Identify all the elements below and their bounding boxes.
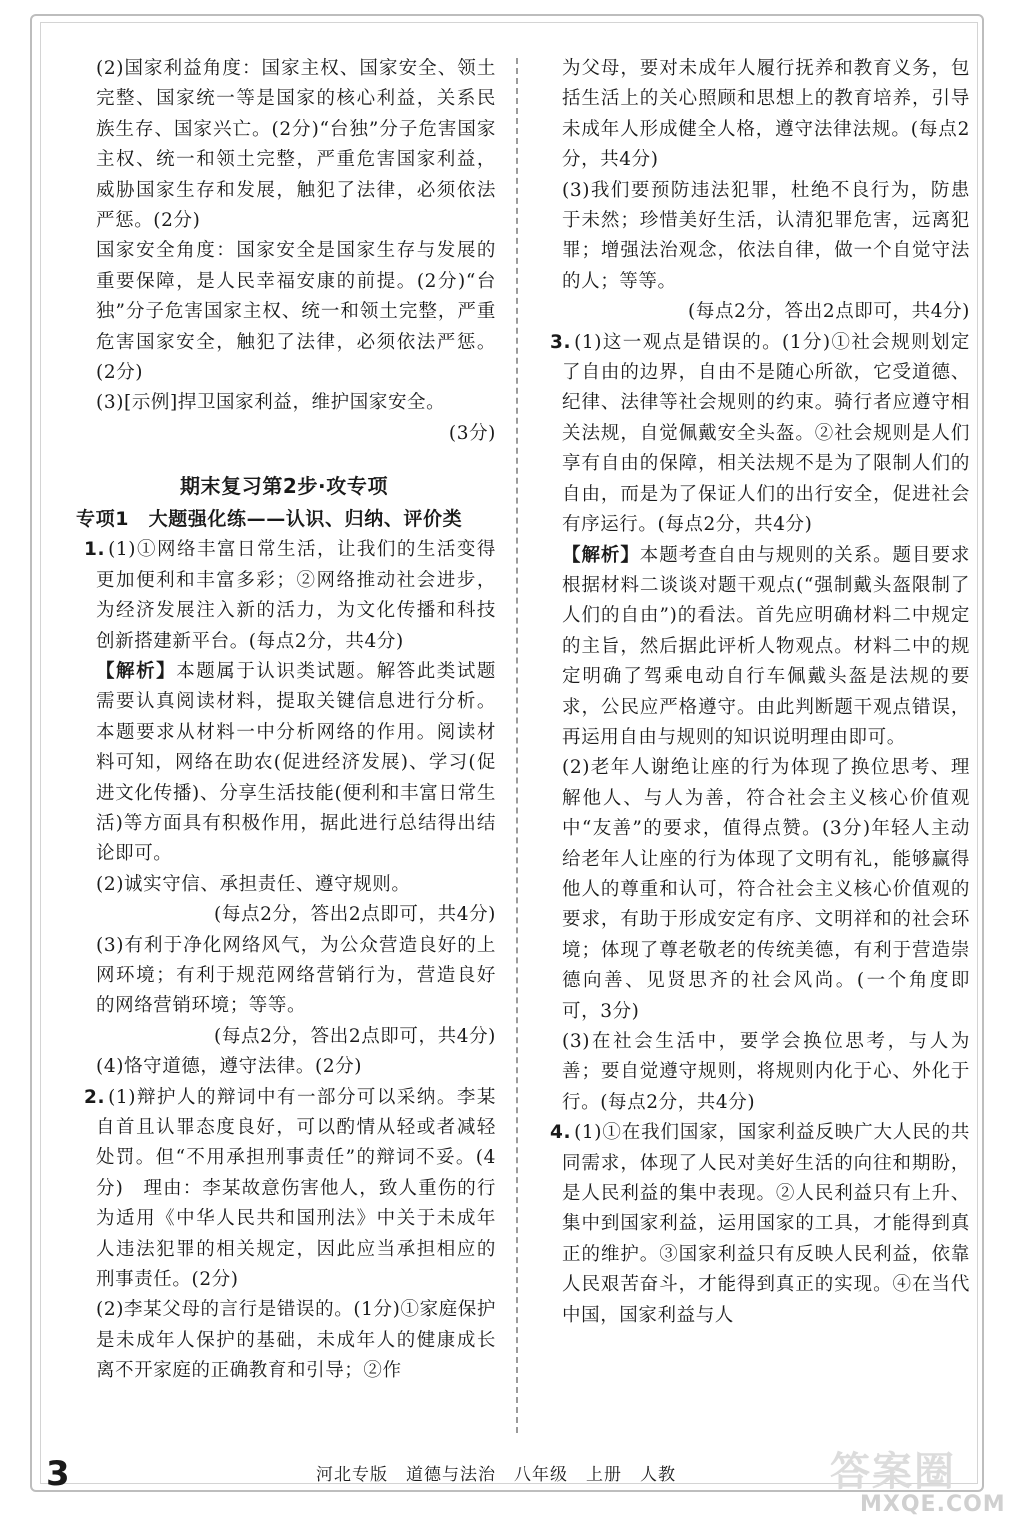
answer-text: (1)辩护人的辩词中有一部分可以采纳。李某自首且认罪态度良好，可以酌情从轻或者减轻处罚。但“不用承担刑事责任”的辩词不妥。(4分) 理由：李某故意伤害他人，致人重伤的行为适用《中华人民共和国刑法》中关于未成年人违法犯罪的相关规定，因此应当承担相应的刑事责任。(2分) [96, 1086, 496, 1291]
analysis-paragraph [72, 657, 496, 870]
question-number: 1. [84, 539, 106, 561]
page-number: 3 [46, 1454, 70, 1494]
watermark-url: MXQE.COM [860, 1492, 1006, 1517]
score-note: (每点2分，答出2点即可，共4分) [214, 904, 496, 926]
answer-text: (1)①网络丰富日常生活，让我们的生活变得更加便利和丰富多彩；②网络推动社会进步，为经济发展注入新的活力，为文化传播和科技创新搭建新平台。(每点2分，共4分) [96, 539, 496, 652]
section-title: 期末复习第2步·攻专项 [179, 474, 389, 499]
watermark-logo: 答案圈 [830, 1449, 956, 1495]
footer-book-info: 河北专版 道德与法治 八年级 上册 人教 [316, 1465, 676, 1485]
answer-paragraph: (2)老年人谢绝让座的行为体现了换位思考、理解他人、与人为善，符合社会主义核心价值观中“友善”的要求，值得点赞。(3分)年轻人主动给老年人让座的行为体现了文明有礼，能够赢得他人的尊重和认可，符合社会主义核心价值观的要求，有助于形成安定有序、文明祥和的社会环境；体现了尊老敬老的传统美德，有利于营造崇德向善、见贤思齐的社会风尚。(一个角度即可，3分) [562, 757, 970, 1022]
score-note: (每点2分，答出2点即可，共4分) [688, 301, 970, 323]
question-1 [72, 535, 496, 657]
score-note: (每点2分，答出2点即可，共4分) [214, 1025, 496, 1047]
answer-paragraph: (3)在社会生活中，要学会换位思考，与人为善；要自觉遵守规则，将规则内化于心、外化于行。(每点2分，共4分) [562, 1031, 970, 1113]
subsection-title: 专项1 大题强化练——认识、归纳、评价类 [76, 508, 463, 531]
analysis-text: 本题考查自由与规则的关系。题目要求根据材料二谈谈对题干观点(“强制戴头盔限制了人们的自由”)的看法。首先应明确材料二中规定的主旨，然后据此评析人物观点。材料二中的规定明确了驾乘电动自行车佩戴头盔是法规的要求，公民应严格遵守。由此判断题干观点错误，再运用自由与规则的知识说明理由即可。 [562, 544, 970, 748]
analysis-tag: 【解析】 [562, 544, 640, 566]
score-note: (3分) [448, 422, 496, 444]
answer-text: (1)①在我们国家，国家利益反映广大人民的共同需求，体现了人民对美好生活的向往和期盼，是人民利益的集中表现。②人民利益只有上升、集中到国家利益，运用国家的工具，才能得到真正的维护。③国家利益只有反映人民利益，依靠人民艰苦奋斗，才能得到真正的实现。④在当代中国，国家利益与人 [562, 1122, 970, 1326]
answer-paragraph: (2)李某父母的言行是错误的。(1分)①家庭保护是未成年人保护的基础，未成年人的健康成长离不开家庭的正确教育和引导；②作 [96, 1299, 496, 1382]
page-footer [46, 1452, 946, 1502]
answer-paragraph: 国家安全角度：国家安全是国家生存与发展的重要保障，是人民幸福安康的前提。(2分)“台独”分子危害国家主权、统一和领土完整，严重危害国家安全，触犯了法律，必须依法严惩。(2分) [96, 240, 496, 384]
right-column [538, 54, 970, 1331]
watermark [830, 1440, 1006, 1530]
answer-paragraph: (3)有利于净化网络风气，为公众营造良好的上网环境；有利于规范网络营销行为，营造良好的网络营销环境；等等。 [96, 934, 496, 1017]
left-column [72, 54, 496, 1387]
analysis-text: 本题属于认识类试题。解答此类试题需要认真阅读材料，提取关键信息进行分析。本题要求从材料一中分析网络的作用。阅读材料可知，网络在助农(促进经济发展)、学习(促进文化传播)、分享生活技能(便利和丰富日常生活)等方面具有积极作用，据此进行总结得出结论即可。 [96, 660, 496, 865]
answer-text: (1)这一观点是错误的。(1分)①社会规则划定了自由的边界，自由不是随心所欲，它受道德、纪律、法律等社会规则的约束。骑行者应遵守相关法规，自觉佩戴安全头盔。②社会规则是人们享有自由的保障，相关法规不是为了限制人们的自由，而是为了保证人们的出行安全，促进社会有序运行。(每点2分，共4分) [562, 331, 970, 536]
answer-paragraph: (2)国家利益角度：国家主权、国家安全、领土完整、国家统一等是国家的核心利益，关系民族生存、国家兴亡。(2分)“台独”分子危害国家主权、统一和领土完整，严重危害国家利益，威胁国家生存和发展，触犯了法律，必须依法严惩。(2分) [96, 58, 496, 232]
column-divider [516, 58, 518, 1433]
question-number: 2. [84, 1086, 106, 1108]
analysis-paragraph [538, 541, 970, 754]
question-2 [72, 1083, 496, 1296]
answer-paragraph: (3)[示例]捍卫国家利益，维护国家安全。 [96, 392, 446, 414]
question-3 [538, 328, 970, 541]
answer-paragraph: 为父母，要对未成年人履行抚养和教育义务，包括生活上的关心照顾和思想上的教育培养，引导未成年人形成健全人格，遵守法律法规。(每点2分，共4分) [562, 58, 970, 171]
answer-paragraph: (3)我们要预防违法犯罪，杜绝不良行为，防患于未然；珍惜美好生活，认清犯罪危害，远离犯罪；增强法治观念，依法自律，做一个自觉守法的人；等等。 [562, 179, 970, 292]
answer-paragraph: (4)恪守道德，遵守法律。(2分) [96, 1056, 363, 1078]
question-number: 4. [550, 1122, 572, 1144]
answer-paragraph: (2)诚实守信、承担责任、遵守规则。 [96, 873, 411, 895]
analysis-tag: 【解析】 [96, 660, 177, 682]
question-number: 3. [550, 331, 572, 353]
question-4 [538, 1118, 970, 1331]
